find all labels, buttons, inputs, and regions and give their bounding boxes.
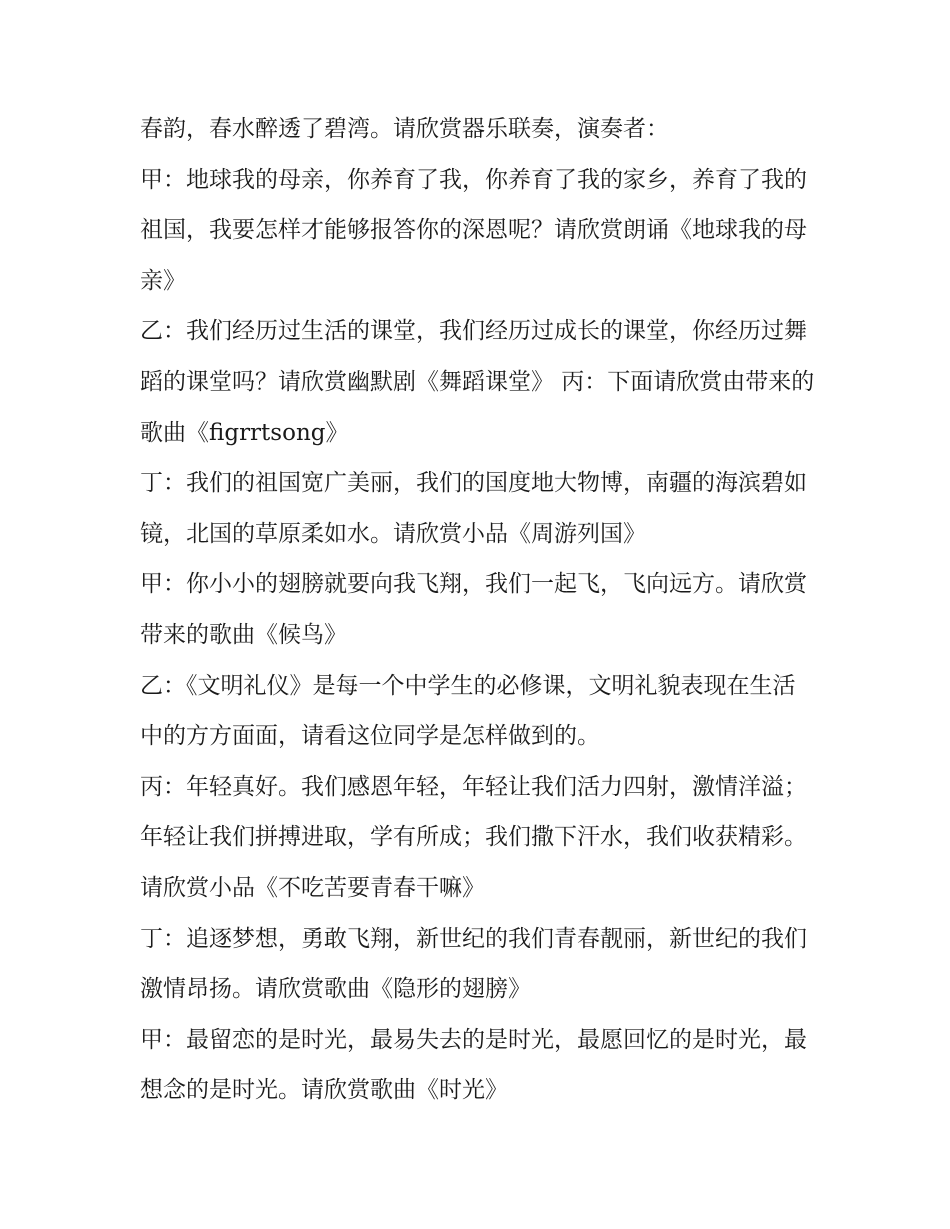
paragraph-2: 甲：地球我的母亲，你养育了我，你养育了我的家乡，养育了我的祖国，我要怎样才能够报答你的深恩呢？请欣赏朗诵《地球我的母亲》 [140,166,807,294]
paragraph-7: 丙：年轻真好。我们感恩年轻，年轻让我们活力四射，激情洋溢；年轻让我们拼搏进取，学有所成；我们撒下汗水，我们收获精彩。请欣赏小品《不吃苦要青春干嘛》 [140,773,807,901]
paragraph-9: 甲：最留恋的是时光，最易失去的是时光，最愿回忆的是时光，最想念的是时光。请欣赏歌曲《时光》 [140,1026,807,1104]
paragraph-3: 乙：我们经历过生活的课堂，我们经历过成长的课堂，你经历过舞蹈的课堂吗？请欣赏幽默剧《舞蹈课堂》 丙：下面请欣赏由带来的歌曲《figrrtsong》 [140,318,815,446]
paragraph-4: 丁：我们的祖国宽广美丽，我们的国度地大物博，南疆的海滨碧如镜，北国的草原柔如水。请欣赏小品《周游列国》 [140,470,807,547]
document-body [140,104,816,1116]
paragraph-5: 甲：你小小的翅膀就要向我飞翔，我们一起飞，飞向远方。请欣赏带来的歌曲《候鸟》 [140,571,807,648]
paragraph-1: 春韵，春水醉透了碧湾。请欣赏器乐联奏，演奏者： [140,116,669,142]
paragraph-6: 乙：《文明礼仪》是每一个中学生的必修课，文明礼貌表现在生活中的方方面面，请看这位同学是怎样做到的。 [140,672,796,750]
paragraph-8: 丁：追逐梦想，勇敢飞翔，新世纪的我们青春靓丽，新世纪的我们激情昂扬。请欣赏歌曲《隐形的翅膀》 [140,925,807,1003]
